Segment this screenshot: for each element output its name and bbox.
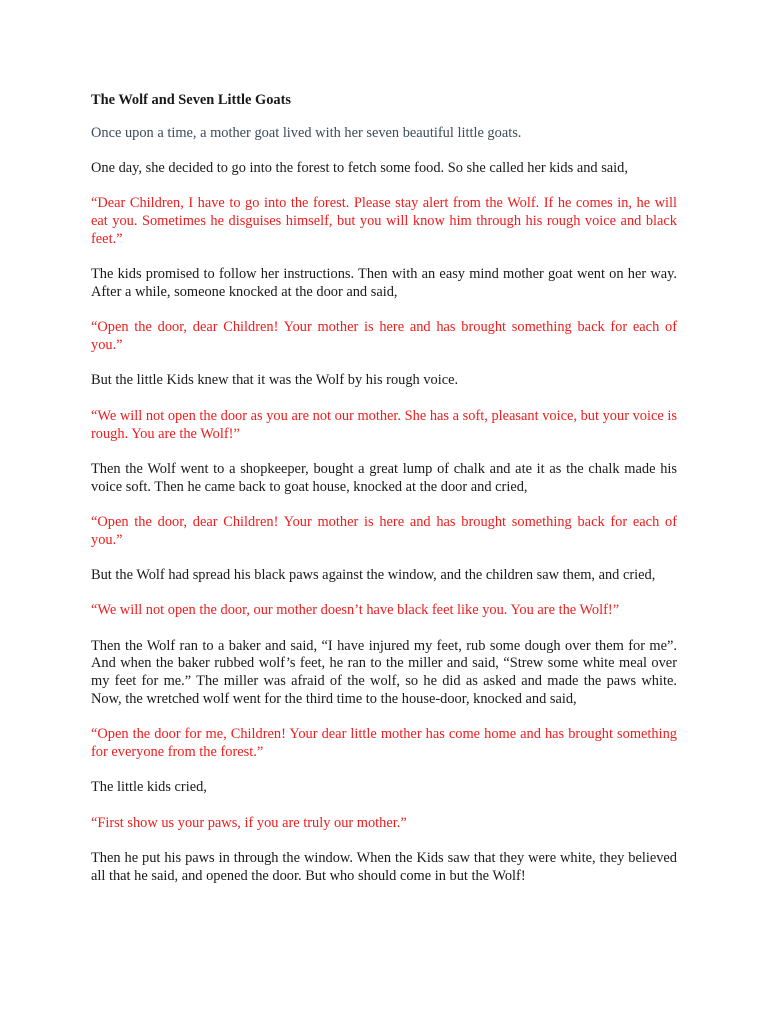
paragraph-narration: The little kids cried, [91,779,207,796]
paragraph-intro: Once upon a time, a mother goat lived with her seven beautiful little goats. [91,124,522,141]
paragraph-quote: “We will not open the door as you are not our mother. She has a soft, pleasant voice, but your voice is rough. You are the Wolf!” [91,407,677,442]
paragraph-narration: One day, she decided to go into the forest to fetch some food. So she called her kids and said, [91,160,628,177]
paragraph-narration: Then he put his paws in through the window. When the Kids saw that they were white, they believed all that he said, and opened the door. But who should come in but the Wolf! [91,850,677,884]
paragraph-narration: The kids promised to follow her instructions. Then with an easy mind mother goat went on her way. After a while, someone knocked at the door and said, [91,266,677,301]
paragraph-quote: “Open the door for me, Children! Your dear little mother has come home and has brought something for everyone from the forest.” [91,726,677,761]
document-title: The Wolf and Seven Little Goats [91,92,292,108]
paragraph-narration: But the Wolf had spread his black paws against the window, and the children saw them, and cried, [91,567,656,584]
paragraph-quote: “We will not open the door, our mother doesn’t have black feet like you. You are the Wolf!” [91,602,620,619]
paragraph-narration: But the little Kids knew that it was the Wolf by his rough voice. [91,372,459,389]
paragraph-quote: “Dear Children, I have to go into the forest. Please stay alert from the Wolf. If he comes in, he will eat you. Sometimes he disguises himself, but you will know him through his rough voice and black feet.” [91,195,677,247]
document-page [91,92,677,903]
paragraph-narration: Then the Wolf ran to a baker and said, “I have injured my feet, rub some dough over them for me”. And when the baker rubbed wolf’s feet, he ran to the miller and said, “Strew some white meal over my feet for me.” The miller was afraid of the wolf, so he did as asked and made the paws white. Now, the wretched wolf went for the third time to the house-door, knocked and said, [91,637,677,708]
paragraph-narration: Then the Wolf went to a shopkeeper, bought a great lump of chalk and ate it as the chalk made his voice soft. Then he came back to goat house, knocked at the door and cried, [91,460,677,495]
paragraph-quote: “Open the door, dear Children! Your mother is here and has brought something back for each of you.” [91,513,677,548]
paragraph-quote: “Open the door, dear Children! Your mother is here and has brought something back for each of you.” [91,319,677,354]
paragraph-quote: “First show us your paws, if you are truly our mother.” [91,814,407,831]
